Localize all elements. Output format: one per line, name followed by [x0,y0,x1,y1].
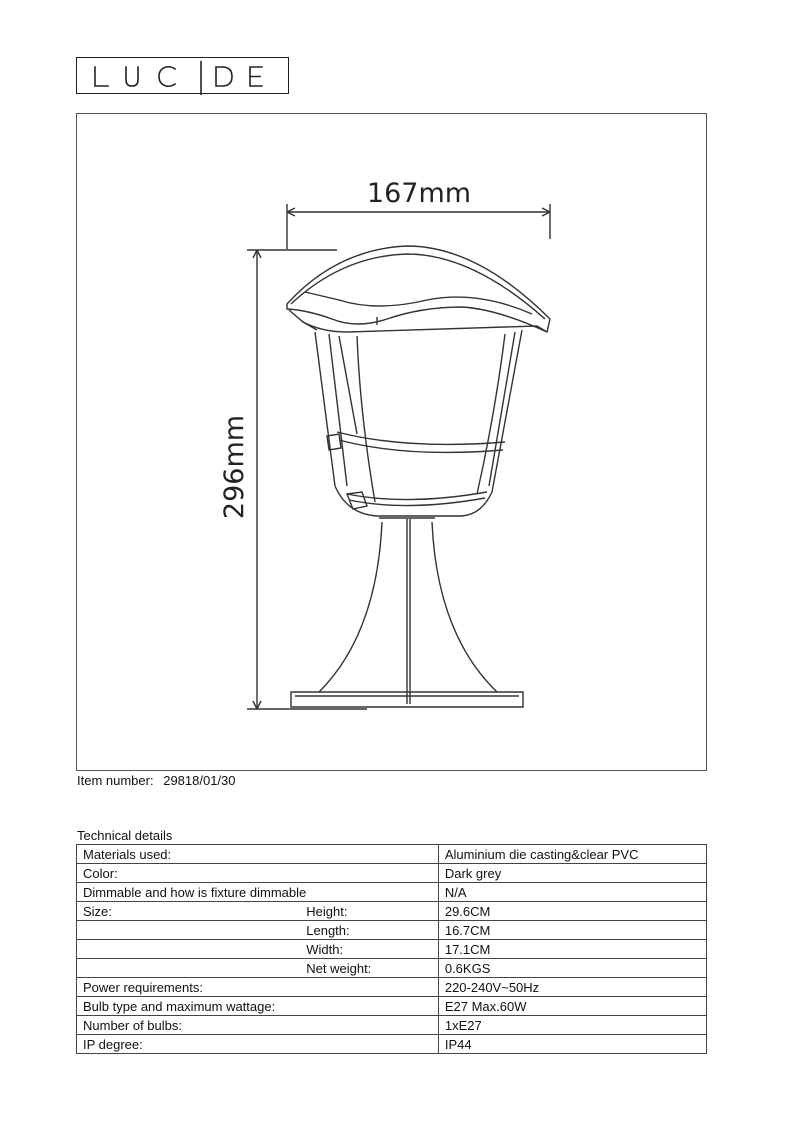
table-row [77,940,707,959]
row-value: 16.7CM [438,921,706,940]
row-value: 1xE27 [438,1016,706,1035]
row-value: IP44 [438,1035,706,1054]
row-value: 220-240V~50Hz [438,978,706,997]
table-row [77,845,707,864]
row-sublabel: Net weight: [306,959,438,978]
table-row [77,1035,707,1054]
row-sublabel [306,1016,438,1035]
row-sublabel: Width: [306,940,438,959]
row-label: Dimmable and how is fixture dimmable [77,883,307,902]
row-label: Power requirements: [77,978,307,997]
row-value: E27 Max.60W [438,997,706,1016]
row-value: 29.6CM [438,902,706,921]
row-sublabel [306,845,438,864]
technical-details-table [76,844,707,1054]
technical-drawing-frame [76,113,707,771]
row-label: IP degree: [77,1035,307,1054]
lamp-drawing [77,114,708,772]
row-sublabel [306,978,438,997]
row-sublabel [306,997,438,1016]
row-label [77,959,307,978]
row-label: Materials used: [77,845,307,864]
item-number [77,773,236,788]
height-dimension-label: 296mm [219,414,250,520]
brand-logo [76,57,289,94]
row-value: 0.6KGS [438,959,706,978]
table-row [77,883,707,902]
row-label: Color: [77,864,307,883]
row-sublabel [306,1035,438,1054]
table-row [77,902,707,921]
technical-details-title: Technical details [77,828,173,843]
item-number-value: 29818/01/30 [163,773,236,788]
row-value: N/A [438,883,706,902]
row-value: Dark grey [438,864,706,883]
table-row [77,997,707,1016]
row-label [77,940,307,959]
row-value: 17.1CM [438,940,706,959]
table-row [77,864,707,883]
row-label: Size: [77,902,307,921]
row-sublabel [306,864,438,883]
row-label [77,921,307,940]
lucide-logo-icon [77,58,290,95]
row-sublabel: Length: [306,921,438,940]
row-label: Bulb type and maximum wattage: [77,997,307,1016]
width-dimension-label: 167mm [366,178,472,209]
table-row [77,959,707,978]
row-sublabel: Height: [306,902,438,921]
table-row [77,978,707,997]
row-label: Number of bulbs: [77,1016,307,1035]
table-row [77,921,707,940]
row-value: Aluminium die casting&clear PVC [438,845,706,864]
table-row [77,1016,707,1035]
row-sublabel [306,883,438,902]
item-number-label: Item number: [77,773,154,788]
